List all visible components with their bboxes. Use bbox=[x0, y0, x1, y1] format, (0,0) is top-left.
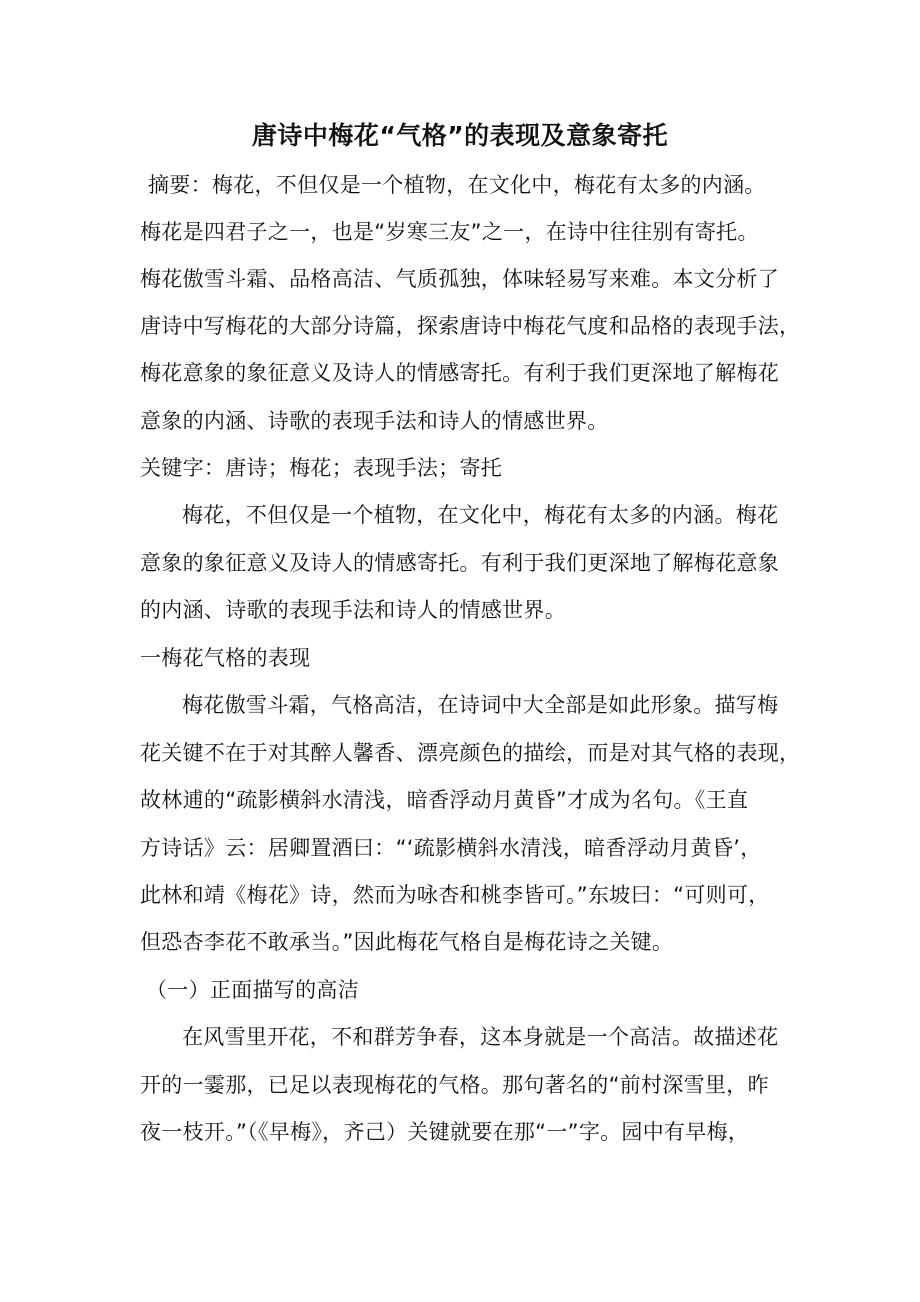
abstract-line: 梅花是四君子之一，也是“岁寒三友”之一，在诗中往往别有寄托。 bbox=[140, 220, 759, 244]
keywords-line: 关键字：唐诗；梅花；表现手法；寄托 bbox=[140, 456, 503, 480]
subsection-line: 开的一霎那，已足以表现梅花的气格。那句著名的“前村深雪里，昨 bbox=[140, 1073, 769, 1097]
section-line: 此林和靖《梅花》诗，然而为咏杏和桃李皆可。”东坡曰：“可则可， bbox=[140, 883, 770, 907]
subsection-line: 夜一枝开。”（《早梅》，齐己）关键就要在那“一”字。园中有早梅， bbox=[140, 1120, 750, 1144]
intro-line: 意象的象征意义及诗人的情感寄托。有利于我们更深地了解梅花意象 bbox=[140, 551, 779, 575]
section-line: 方诗话》云：居卿置酒曰：“‘疏影横斜水清浅，暗香浮动月黄昏’， bbox=[140, 836, 762, 860]
abstract-line: 摘要：梅花，不但仅是一个植物，在文化中，梅花有太多的内涵。 bbox=[148, 173, 766, 197]
section-line: 但恐杏李花不敢承当。”因此梅花气格自是梅花诗之关键。 bbox=[140, 930, 674, 954]
abstract-line: 梅花傲雪斗霜、品格高洁、气质孤独，体味轻易写来难。本文分析了 bbox=[140, 267, 779, 291]
intro-line: 梅花，不但仅是一个植物，在文化中，梅花有太多的内涵。梅花 bbox=[182, 503, 779, 527]
subsection-heading: （一）正面描写的高洁 bbox=[146, 978, 359, 1002]
section-line: 梅花傲雪斗霜，气格高洁，在诗词中大全部是如此形象。描写梅 bbox=[182, 693, 779, 717]
abstract-line: 意象的内涵、诗歌的表现手法和诗人的情感世界。 bbox=[140, 409, 609, 433]
abstract-line: 唐诗中写梅花的大部分诗篇，探索唐诗中梅花气度和品格的表现手法， bbox=[140, 314, 801, 338]
subsection-line: 在风雪里开花，不和群芳争春，这本身就是一个高洁。故描述花 bbox=[182, 1025, 779, 1049]
document-title: 唐诗中梅花“气格”的表现及意象寄托 bbox=[251, 121, 669, 150]
section-heading: 一梅花气格的表现 bbox=[140, 646, 311, 670]
section-line: 故林逋的“疏影横斜水清浅，暗香浮动月黄昏”才成为名句。《王直 bbox=[140, 788, 749, 812]
section-line: 花关键不在于对其醉人馨香、漂亮颜色的描绘，而是对其气格的表现， bbox=[140, 741, 801, 765]
abstract-line: 梅花意象的象征意义及诗人的情感寄托。有利于我们更深地了解梅花 bbox=[140, 361, 779, 385]
intro-line: 的内涵、诗歌的表现手法和诗人的情感世界。 bbox=[140, 598, 566, 622]
